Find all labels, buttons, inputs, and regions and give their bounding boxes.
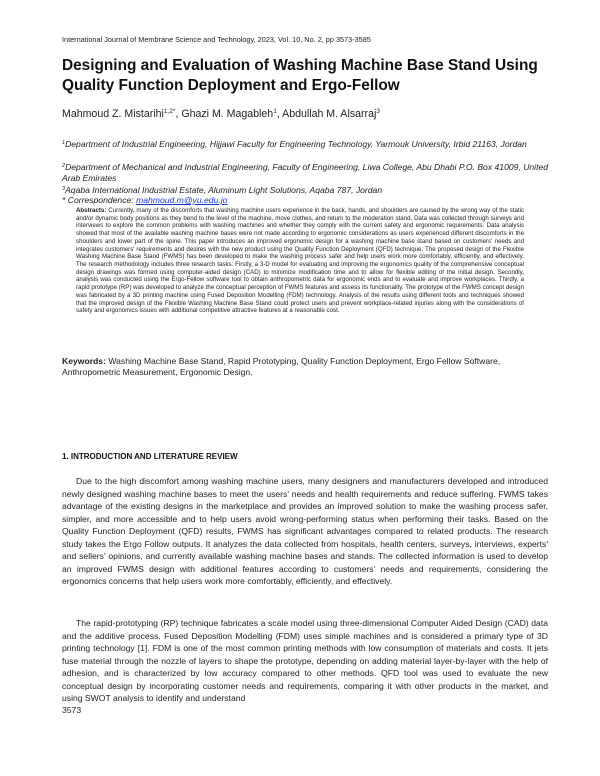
abstract-text: Currently, many of the discomforts that washing machine users experience in the back, hands, and shoulders are caused by the wrong way of the static and/or dynamic body positions as they bend to the level of the machine, move clothes, and return to the moderation stand. Data was collected through surveys and interviews to explore the common problems with washing machines and whether they comply with the current safety and ergonomic requirements. Data analysis showed that most of the available washing machine bases were not made according to ergonomic considerations as users experienced different discomforts in the shoulders and lower part of the spine. This paper introduces an improved ergonomic design for a washing machine base stand based on customers' needs and integrates customers' requirements and desires with the new product using the Quality Function Deployment (QFD) technique. The proposed design of the Flexible Washing Machine Base Stand (FWMS) has been developed to make the washing process safer and help users work more comfortably, efficiently, and effectively. The research methodology includes three research tasks: Firstly, a 3-D model for evaluating and improving the ergonomics quality of the comprehensive conceptual design drawings was formed using computer-aided design (CAD) to minimize modification time and to allow for flexible editing of the initial design. Secondly, analysis was conducted using the Ergo-Fellow software tool to obtain anthropometric data for ergonomic ends and to evaluate and improve workplaces. Thirdly, a rapid prototype (RP) was developed to analyze the conceptual perception of FWMS features and assess its functionality. The prototype of the FWMS concept design was fabricated by a 3D printing machine using Fused Deposition Modelling (FDM) technology. Analysis of the results using different tools and techniques showed that the improved design of the Flexible Washing Machine Base Stand could protect users and prevent workplace-related injuries along with the considerations of safety and ergonomics issues with additional competitive attractive features at a reasonable cost.	[76, 207, 525, 315]
journal-header: International Journal of Membrane Science and Technology, 2023, Vol. 10, No. 2, pp 3573-3585	[62, 35, 371, 44]
correspondence	[62, 195, 562, 206]
affiliation-text: Department of Mechanical and Industrial Engineering, Faculty of Engineering, Liwa College, Abu Dhabi P.O. Box 41009, United Arab Emirates	[62, 162, 549, 183]
paragraph-1	[62, 475, 548, 588]
author-affiliation-marker: 1,2*	[163, 108, 176, 115]
affiliation-marker: 3	[62, 186, 66, 192]
affiliation-2	[62, 161, 562, 183]
page-number: 3573	[62, 705, 82, 715]
paper-title: Designing and Evaluation of Washing Machine Base Stand Using Quality Function Deployment and Ergo-Fellow	[62, 57, 538, 94]
paragraph-text: Due to the high discomfort among washing machine users, many designers and manufacturers developed and introduced newly designed washing machine bases to meet the users' needs and health requirements and reduce suffering. FWMS takes advantage of the existing designs in the marketplace and provides an improved solution to make the washing process safer, simpler, and more accessible and to help users avoid wrong-performing status when performing their tasks. Based on the Quality Function Deployment (QFD) results, FWMS has significant advantages compared to related products. The research study takes the Ergo Follow outputs. It analyzes the data collected from hospitals, health centers, surveys, interviews, experts' and sellers' opinions, and currently available washing machine bases and stands. The collected information is used to develop an improved FWMS design with additional features according to customers' needs and requirements, considering the ergonomics concerns that help users work more comfortably, efficiently, and effectively.	[62, 476, 548, 587]
abstract-label: Abstracts:	[76, 207, 107, 214]
keywords-label: Keywords:	[62, 356, 106, 366]
paragraph-text: The rapid-prototyping (RP) technique fabricates a scale model using three-dimensional Computer Aided Design (CAD) data and the additive process. Fused Deposition Modelling (FDM) uses simple machines and is considered a primary type of 3D printing technology [1]. FDM is one of the most common printing methods with low consumption of materials and costs. It jets fuse material through the nozzle of layers to shape the prototype, depending on adding material layer-by-layer with the help of adhesion, and is characterized by low accuracy compared to other methods. QFD tool was used to evaluate the new conceptual design by incorporating customer needs and requirements, comparing it with other products in the market, and using SWOT analysis to identify and understand	[62, 618, 548, 704]
keywords-text: Washing Machine Base Stand, Rapid Prototyping, Quality Function Deployment, Ergo Fellow Software, Anthropometric Measurement, Ergonomic Design.	[62, 356, 501, 378]
affiliation-marker: 2	[62, 163, 66, 169]
paragraph-2	[62, 617, 548, 705]
section-heading: 1. INTRODUCTION AND LITERATURE REVIEW	[62, 452, 238, 461]
author-affiliation-marker: 3	[376, 108, 380, 115]
affiliation-1	[62, 138, 562, 150]
author-name: Abdullah M. Alsarraj	[282, 108, 377, 120]
author-name: Ghazi M. Magableh	[181, 108, 274, 120]
abstract	[76, 207, 524, 315]
keywords	[62, 356, 548, 379]
correspondence-email-link[interactable]: mahmoud.m@yu.edu.jo	[136, 195, 228, 205]
author-affiliation-marker: 1	[273, 108, 277, 115]
affiliation-marker: 1	[62, 140, 66, 146]
affiliation-3	[62, 184, 562, 196]
affiliation-text: Department of Industrial Engineering, Hijjawi Faculty for Engineering Technology, Yarmouk University, Irbid 21163, Jordan	[65, 139, 527, 149]
correspondence-label: * Correspondence:	[62, 195, 134, 205]
author-list: Mahmoud Z. Mistarihi$^{1,2*}$, Ghazi M. Magableh$^1$, Abdullah M. Alsarraj$^3$	[62, 108, 380, 120]
author-name: Mahmoud Z. Mistarihi	[62, 108, 164, 120]
affiliation-text: Aqaba International Industrial Estate, Aluminum Light Solutions, Aqaba 787, Jordan	[65, 185, 383, 195]
